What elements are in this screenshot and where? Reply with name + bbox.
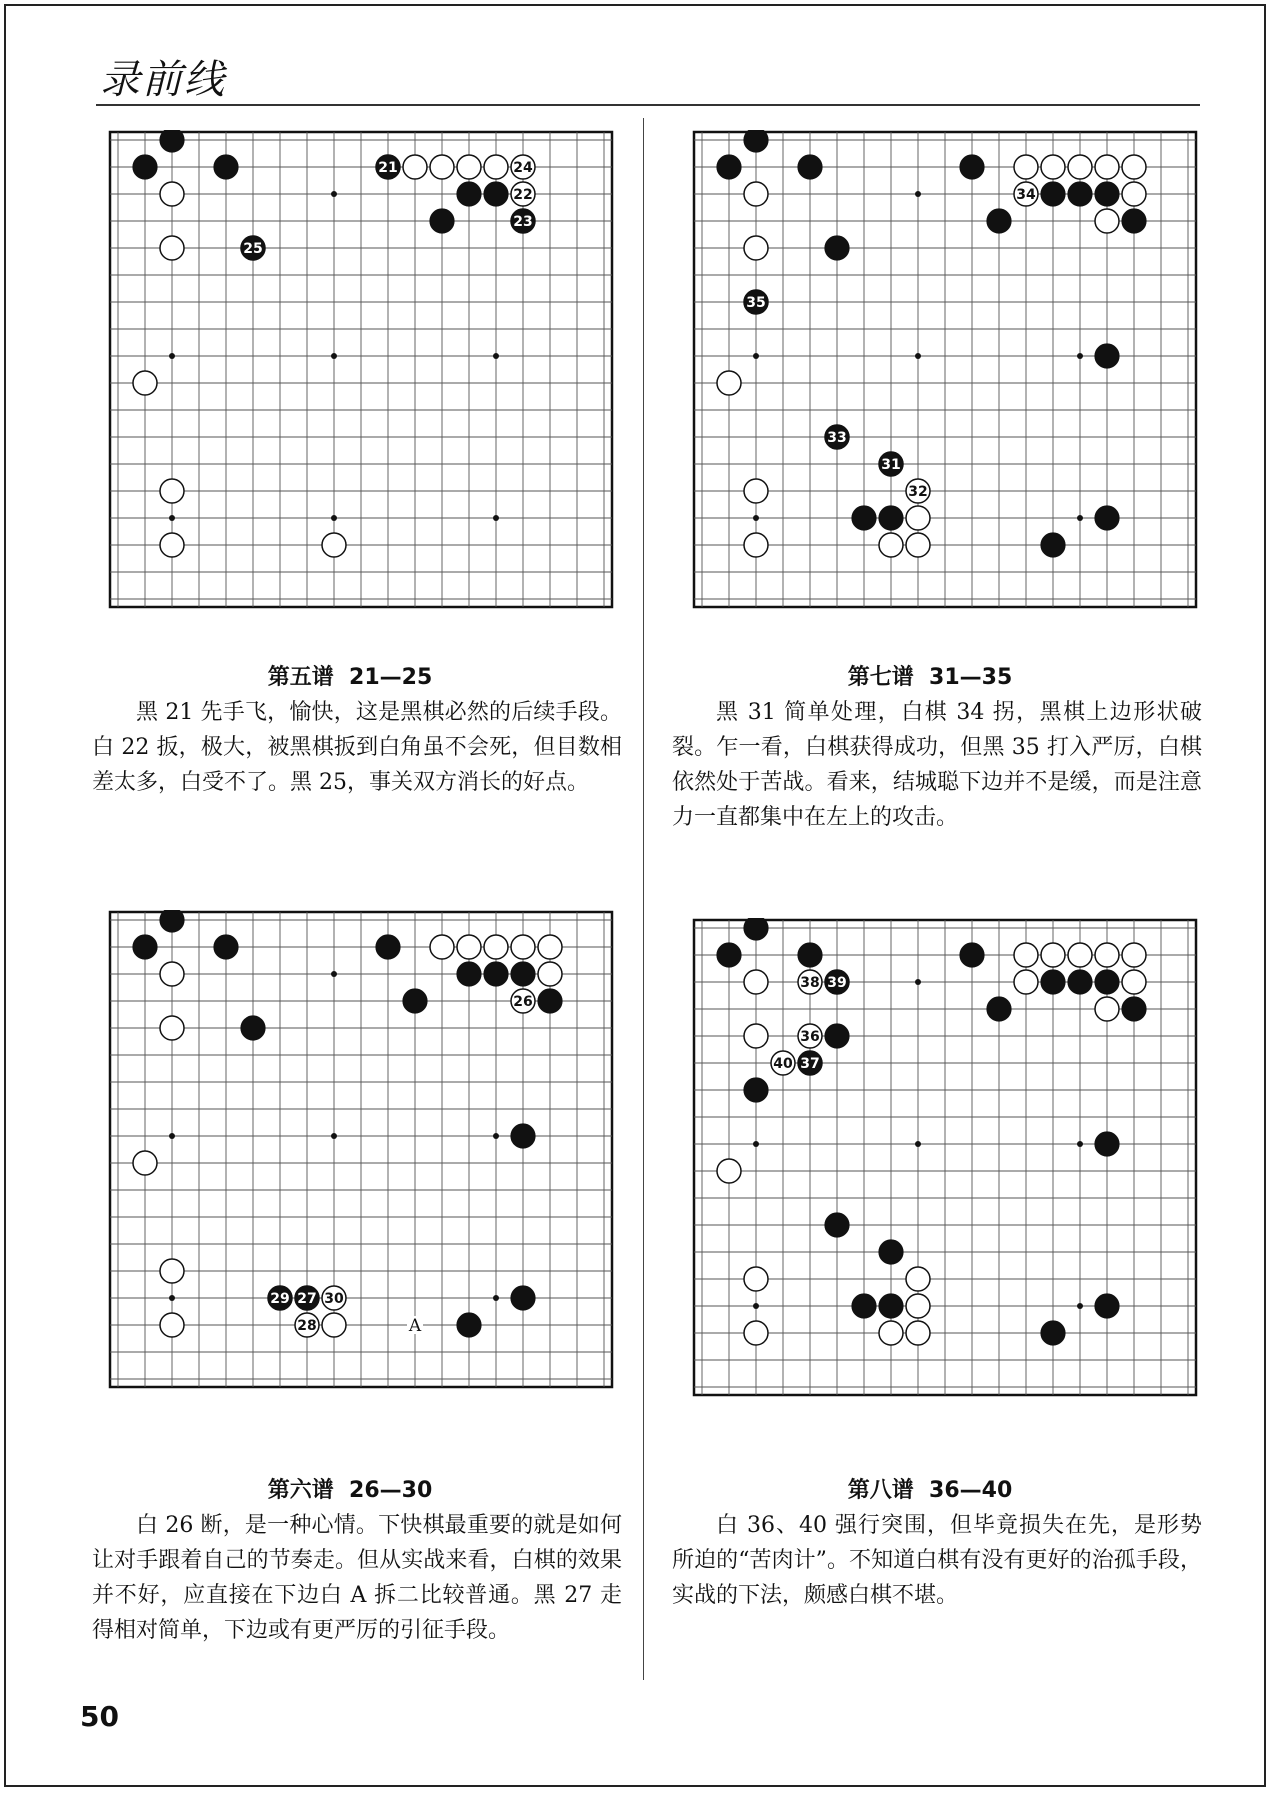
- stone-move-number: 21: [378, 160, 398, 176]
- white-stone: [133, 371, 157, 395]
- black-stone: [241, 1016, 265, 1040]
- black-stone: [987, 209, 1011, 233]
- white-stone: [538, 935, 562, 959]
- white-stone: [1014, 943, 1038, 967]
- star-point: [493, 515, 499, 521]
- white-stone: [1068, 155, 1092, 179]
- white-stone: [717, 1159, 741, 1183]
- black-stone: [484, 182, 508, 206]
- white-stone: [1095, 155, 1119, 179]
- star-point: [331, 515, 337, 521]
- caption-diagram-8: [780, 1473, 1080, 1504]
- stone-move-number: 23: [513, 214, 533, 230]
- caption-diagram-7: [780, 660, 1080, 691]
- caption-label: 第八谱: [847, 1478, 914, 1503]
- black-stone: [825, 236, 849, 260]
- black-stone: [1122, 997, 1146, 1021]
- white-stone: [717, 371, 741, 395]
- black-stone: [1068, 182, 1092, 206]
- black-stone: [744, 918, 768, 940]
- stone-move-number: 34: [1016, 187, 1036, 203]
- white-stone: [322, 1313, 346, 1337]
- white-stone: [160, 533, 184, 557]
- black-stone: [403, 989, 427, 1013]
- commentary-diagram-8: 白 36、40 强行突围，但毕竟损失在先，是形势所迫的“苦肉计”。不知道白棋有没有更好的治孤手段，实战的下法，颇感白棋不堪。: [672, 1513, 1202, 1608]
- black-stone: [879, 1294, 903, 1318]
- black-stone: [511, 962, 535, 986]
- black-stone: [457, 182, 481, 206]
- stone-move-number: 22: [513, 187, 533, 203]
- white-stone: [1122, 970, 1146, 994]
- white-stone: [879, 1321, 903, 1345]
- caption-label: 第七谱: [847, 665, 914, 690]
- black-stone: [1068, 970, 1092, 994]
- white-stone: [1041, 155, 1065, 179]
- black-stone: [1095, 1132, 1119, 1156]
- commentary-diagram-6: 白 26 断，是一种心情。下快棋最重要的就是如何让对手跟着自己的节奏走。但从实战来看，白棋的效果并不好，应直接在下边白 A 拆二比较普通。黑 27 走得相对简单，下边或有更严厉的引征手段。: [92, 1513, 622, 1643]
- white-stone: [1122, 943, 1146, 967]
- white-stone: [1041, 943, 1065, 967]
- star-point: [915, 191, 921, 197]
- stone-move-number: 27: [297, 1291, 317, 1307]
- black-stone: [798, 155, 822, 179]
- stone-move-number: 38: [800, 975, 820, 991]
- running-header: 录前线: [100, 57, 226, 103]
- white-stone: [1095, 943, 1119, 967]
- white-stone: [1014, 970, 1038, 994]
- white-stone: [160, 962, 184, 986]
- board-svg: [108, 130, 614, 609]
- white-stone: [906, 506, 930, 530]
- white-stone: [160, 479, 184, 503]
- black-stone: [538, 989, 562, 1013]
- caption-diagram-6: [200, 1473, 500, 1504]
- black-stone: [511, 1124, 535, 1148]
- black-stone: [825, 1024, 849, 1048]
- white-stone: [744, 970, 768, 994]
- black-stone: [1095, 506, 1119, 530]
- star-point: [1077, 515, 1083, 521]
- white-stone: [457, 935, 481, 959]
- caption-range: 31—35: [929, 665, 1013, 690]
- go-board-diagram-8: [692, 918, 1198, 1397]
- caption-range: 21—25: [349, 665, 433, 690]
- caption-range: 36—40: [929, 1478, 1013, 1503]
- stone-move-number: 36: [800, 1029, 820, 1045]
- star-point: [169, 1295, 175, 1301]
- star-point: [915, 1141, 921, 1147]
- white-stone: [906, 533, 930, 557]
- go-board-diagram-6: [108, 910, 614, 1389]
- go-board-diagram-7: [692, 130, 1198, 609]
- white-stone: [160, 1259, 184, 1283]
- white-stone: [879, 533, 903, 557]
- star-point: [493, 1295, 499, 1301]
- stone-move-number: 29: [270, 1291, 290, 1307]
- star-point: [753, 1141, 759, 1147]
- white-stone: [744, 479, 768, 503]
- black-stone: [798, 943, 822, 967]
- black-stone: [852, 1294, 876, 1318]
- black-stone: [511, 1286, 535, 1310]
- board-svg: [692, 130, 1198, 609]
- caption-range: 26—30: [349, 1478, 433, 1503]
- black-stone: [133, 155, 157, 179]
- white-stone: [1095, 209, 1119, 233]
- white-stone: [484, 155, 508, 179]
- black-stone: [1041, 1321, 1065, 1345]
- black-stone: [484, 962, 508, 986]
- white-stone: [744, 182, 768, 206]
- white-stone: [1068, 943, 1092, 967]
- black-stone: [852, 506, 876, 530]
- black-stone: [744, 130, 768, 152]
- star-point: [331, 971, 337, 977]
- caption-diagram-5: [200, 660, 500, 691]
- black-stone: [987, 997, 1011, 1021]
- white-stone: [457, 155, 481, 179]
- black-stone: [1041, 182, 1065, 206]
- white-stone: [133, 1151, 157, 1175]
- white-stone: [1122, 182, 1146, 206]
- header-rule: [96, 104, 1200, 106]
- board-svg: [108, 910, 614, 1389]
- white-stone: [1122, 155, 1146, 179]
- star-point: [1077, 1303, 1083, 1309]
- star-point: [169, 1133, 175, 1139]
- star-point: [915, 979, 921, 985]
- commentary-diagram-5: 黑 21 先手飞，愉快，这是黑棋必然的后续手段。白 22 扳，极大，被黑棋扳到白角虽不会死，但目数相差太多，白受不了。黑 25，事关双方消长的好点。: [92, 700, 622, 795]
- star-point: [753, 1303, 759, 1309]
- black-stone: [1095, 344, 1119, 368]
- star-point: [1077, 353, 1083, 359]
- black-stone: [376, 935, 400, 959]
- black-stone: [214, 155, 238, 179]
- black-stone: [1122, 209, 1146, 233]
- white-stone: [160, 182, 184, 206]
- black-stone: [879, 506, 903, 530]
- column-divider: [643, 118, 644, 1680]
- white-stone: [322, 533, 346, 557]
- star-point: [169, 515, 175, 521]
- commentary-diagram-7: 黑 31 简单处理，白棋 34 拐，黑棋上边形状破裂。乍一看，白棋获得成功，但黑 35 打入严厉，白棋依然处于苦战。看来，结城聪下边并不是缓，而是注意力一直都集中在左上的攻击。: [672, 700, 1202, 830]
- board-svg: [692, 918, 1198, 1397]
- white-stone: [744, 236, 768, 260]
- star-point: [753, 515, 759, 521]
- white-stone: [160, 236, 184, 260]
- white-stone: [430, 935, 454, 959]
- black-stone: [744, 1078, 768, 1102]
- black-stone: [1095, 182, 1119, 206]
- stone-move-number: 24: [513, 160, 533, 176]
- star-point: [493, 1133, 499, 1139]
- black-stone: [717, 943, 741, 967]
- star-point: [493, 353, 499, 359]
- black-stone: [1041, 533, 1065, 557]
- stone-move-number: 37: [800, 1056, 820, 1072]
- star-point: [169, 353, 175, 359]
- black-stone: [960, 155, 984, 179]
- black-stone: [1095, 970, 1119, 994]
- star-point: [915, 353, 921, 359]
- white-stone: [906, 1294, 930, 1318]
- black-stone: [133, 935, 157, 959]
- black-stone: [430, 209, 454, 233]
- black-stone: [1041, 970, 1065, 994]
- black-stone: [879, 1240, 903, 1264]
- black-stone: [1095, 1294, 1119, 1318]
- stone-move-number: 30: [324, 1291, 344, 1307]
- white-stone: [403, 155, 427, 179]
- go-board-diagram-5: [108, 130, 614, 609]
- caption-label: 第五谱: [267, 665, 334, 690]
- board-letter-mark: A: [408, 1316, 422, 1336]
- black-stone: [717, 155, 741, 179]
- stone-move-number: 39: [827, 975, 847, 991]
- black-stone: [160, 910, 184, 932]
- white-stone: [160, 1313, 184, 1337]
- white-stone: [1095, 997, 1119, 1021]
- stone-move-number: 25: [243, 241, 263, 257]
- black-stone: [160, 130, 184, 152]
- white-stone: [906, 1267, 930, 1291]
- stone-move-number: 33: [827, 430, 847, 446]
- white-stone: [744, 1024, 768, 1048]
- white-stone: [906, 1321, 930, 1345]
- white-stone: [484, 935, 508, 959]
- white-stone: [744, 1267, 768, 1291]
- black-stone: [457, 962, 481, 986]
- star-point: [331, 1133, 337, 1139]
- stone-move-number: 32: [908, 484, 928, 500]
- white-stone: [1014, 155, 1038, 179]
- stone-move-number: 28: [297, 1318, 317, 1334]
- caption-label: 第六谱: [267, 1478, 334, 1503]
- white-stone: [744, 533, 768, 557]
- black-stone: [960, 943, 984, 967]
- white-stone: [160, 1016, 184, 1040]
- white-stone: [430, 155, 454, 179]
- star-point: [331, 191, 337, 197]
- stone-move-number: 35: [746, 295, 766, 311]
- star-point: [753, 353, 759, 359]
- stone-move-number: 31: [881, 457, 901, 473]
- page-number: 50: [80, 1700, 119, 1733]
- white-stone: [538, 962, 562, 986]
- black-stone: [457, 1313, 481, 1337]
- star-point: [1077, 1141, 1083, 1147]
- black-stone: [825, 1213, 849, 1237]
- white-stone: [744, 1321, 768, 1345]
- star-point: [331, 353, 337, 359]
- white-stone: [511, 935, 535, 959]
- stone-move-number: 26: [513, 994, 533, 1010]
- black-stone: [214, 935, 238, 959]
- stone-move-number: 40: [773, 1056, 793, 1072]
